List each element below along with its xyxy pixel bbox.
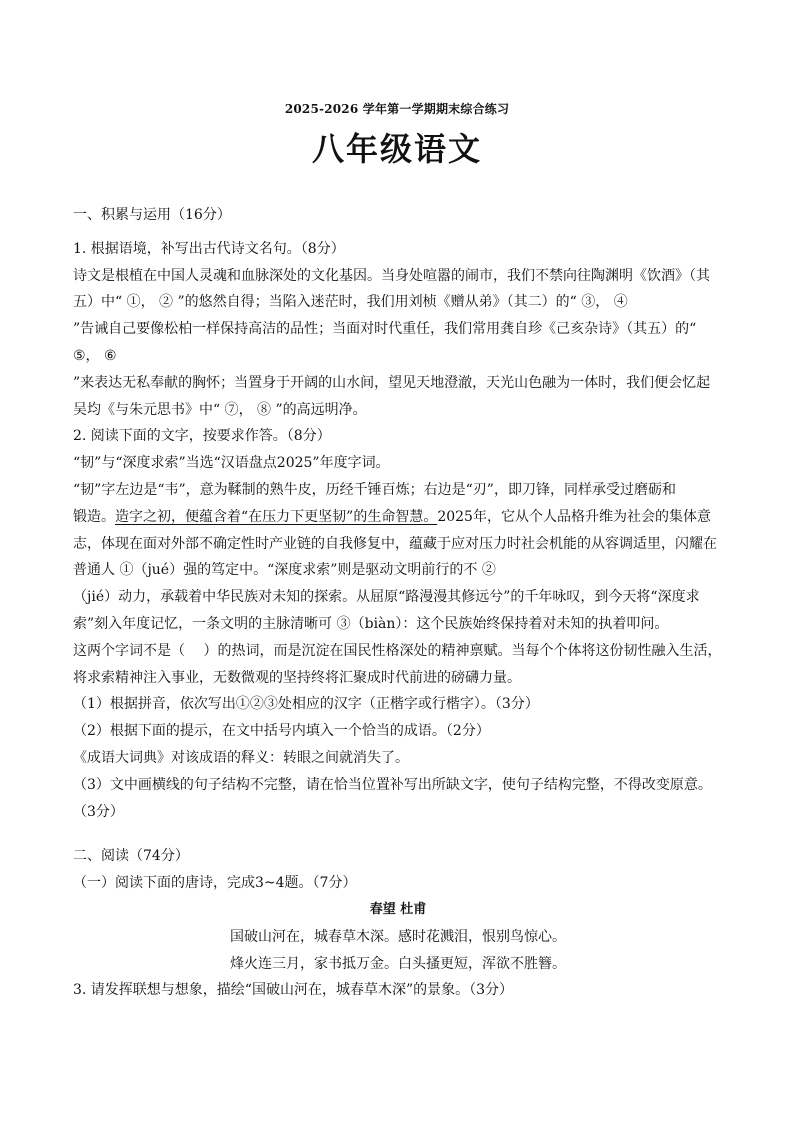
question-1-line: ⑤， ⑥ [73, 347, 117, 364]
question-3: 3. 请发挥联想与想象，描绘“国破山河在，城春草木深”的景象。（3分） [73, 982, 514, 999]
exam-subtitle: 2025-2026 学年第一学期期末综合练习 [284, 102, 510, 116]
poem-line: 烽火连三月，家书抵万金。白头搔更短，浑欲不胜簪。 [230, 955, 566, 972]
passage-line: 志，体现在面对外部不确定性时产业链的自我修复中，蕴藏于应对压力时社会机能的从容调适里，闪耀在 [73, 535, 717, 552]
question-2-intro: “韧”与“深度求索”当选“汉语盘点2025”年度字词。 [73, 455, 390, 472]
sub-question-1: （1）根据拼音，依次写出①②③处相应的汉字（正楷字或行楷字）。（3分） [73, 696, 539, 713]
poem-line: 国破山河在，城春草木深。感时花溅泪，恨别鸟惊心。 [230, 928, 566, 945]
exam-content [73, 202, 723, 1004]
spacer [73, 229, 723, 236]
section-heading-1: 一、积累与运用（16分） [73, 207, 231, 223]
sub-question-2: （2）根据下面的提示，在文中括号内填入一个恰当的成语。（2分） [73, 723, 490, 740]
idiom-hint: 《成语大词典》对该成语的释义：转眼之间就消失了。 [73, 749, 409, 766]
sub-question-3: （3）文中画横线的句子结构不完整，请在恰当位置补写出所缺文字，使句子结构完整，不得改变原意。 [73, 776, 712, 793]
underlined-sentence: 造字之初，便蕴含着“在压力下更坚韧”的生命智慧。 [115, 508, 438, 525]
passage-text: 2025年，它从个人品格升维为社会的集体意 [437, 508, 711, 525]
question-2-heading: 2. 阅读下面的文字，按要求作答。（8分） [73, 428, 331, 445]
passage-line: 索”刻入年度记忆，一条文明的主脉清晰可 ③（biàn）：这个民族始终保持着对未知的执着叩问。 [73, 615, 669, 632]
poem-title: 春望 杜甫 [369, 901, 427, 917]
passage-line: （jié）动力，承载着中华民族对未知的探索。从屈原“路漫漫其修远兮”的千年咏叹，到今天将“深度求 [73, 589, 700, 606]
exam-title: 八年级语文 [311, 130, 482, 168]
section-heading-2: 二、阅读（74分） [73, 848, 189, 865]
question-1-line: 诗文是根植在中国人灵魂和血脉深处的文化基因。当身处喧嚣的闹市，我们不禁向往陶渊明《饮酒》（其 [73, 267, 710, 284]
reading-part-1: （一）阅读下面的唐诗，完成3~4题。（7分） [73, 875, 357, 892]
passage-line: 普通人 ①（jué）强的笃定中。“深度求索”则是驱动文明前行的不 ② [73, 562, 496, 579]
question-1-line: ”告诫自己要像松柏一样保持高洁的品性；当面对时代重任，我们常用龚自珍《己亥杂诗》（其五）的“ [73, 321, 697, 338]
spacer [73, 825, 723, 843]
passage-line [73, 504, 723, 531]
question-1-line: 五）中“ ①， ② ”的悠然自得；当陷入迷茫时，我们用刘桢《赠从弟》（其二）的“ ③， ④ [73, 294, 628, 311]
question-1-heading: 1. 根据语境，补写出古代诗文名句。（8分） [73, 240, 345, 257]
passage-text: 锻造。 [73, 508, 115, 525]
passage-line: 这两个字词不是（ ）的热词，而是沉淀在国民性格深处的精神禀赋。当每个个体将这份韧性融入生活， [73, 642, 722, 659]
sub-question-3-score: （3分） [73, 803, 124, 820]
question-1-line: 吴均《与朱元思书》中“ ⑦， ⑧ ”的高远明净。 [73, 401, 367, 418]
question-1-line: ”来表达无私奉献的胸怀；当置身于开阔的山水间，望见天地澄澈，天光山色融为一体时，我们便会忆起 [73, 374, 711, 391]
passage-line: “韧”字左边是“韦”，意为鞣制的熟牛皮，历经千锤百炼；右边是“刃”，即刀锋，同样承受过磨砺和 [73, 481, 676, 498]
passage-line: 将求索精神注入事业，无数微观的坚持终将汇聚成时代前进的磅礴力量。 [73, 669, 521, 686]
